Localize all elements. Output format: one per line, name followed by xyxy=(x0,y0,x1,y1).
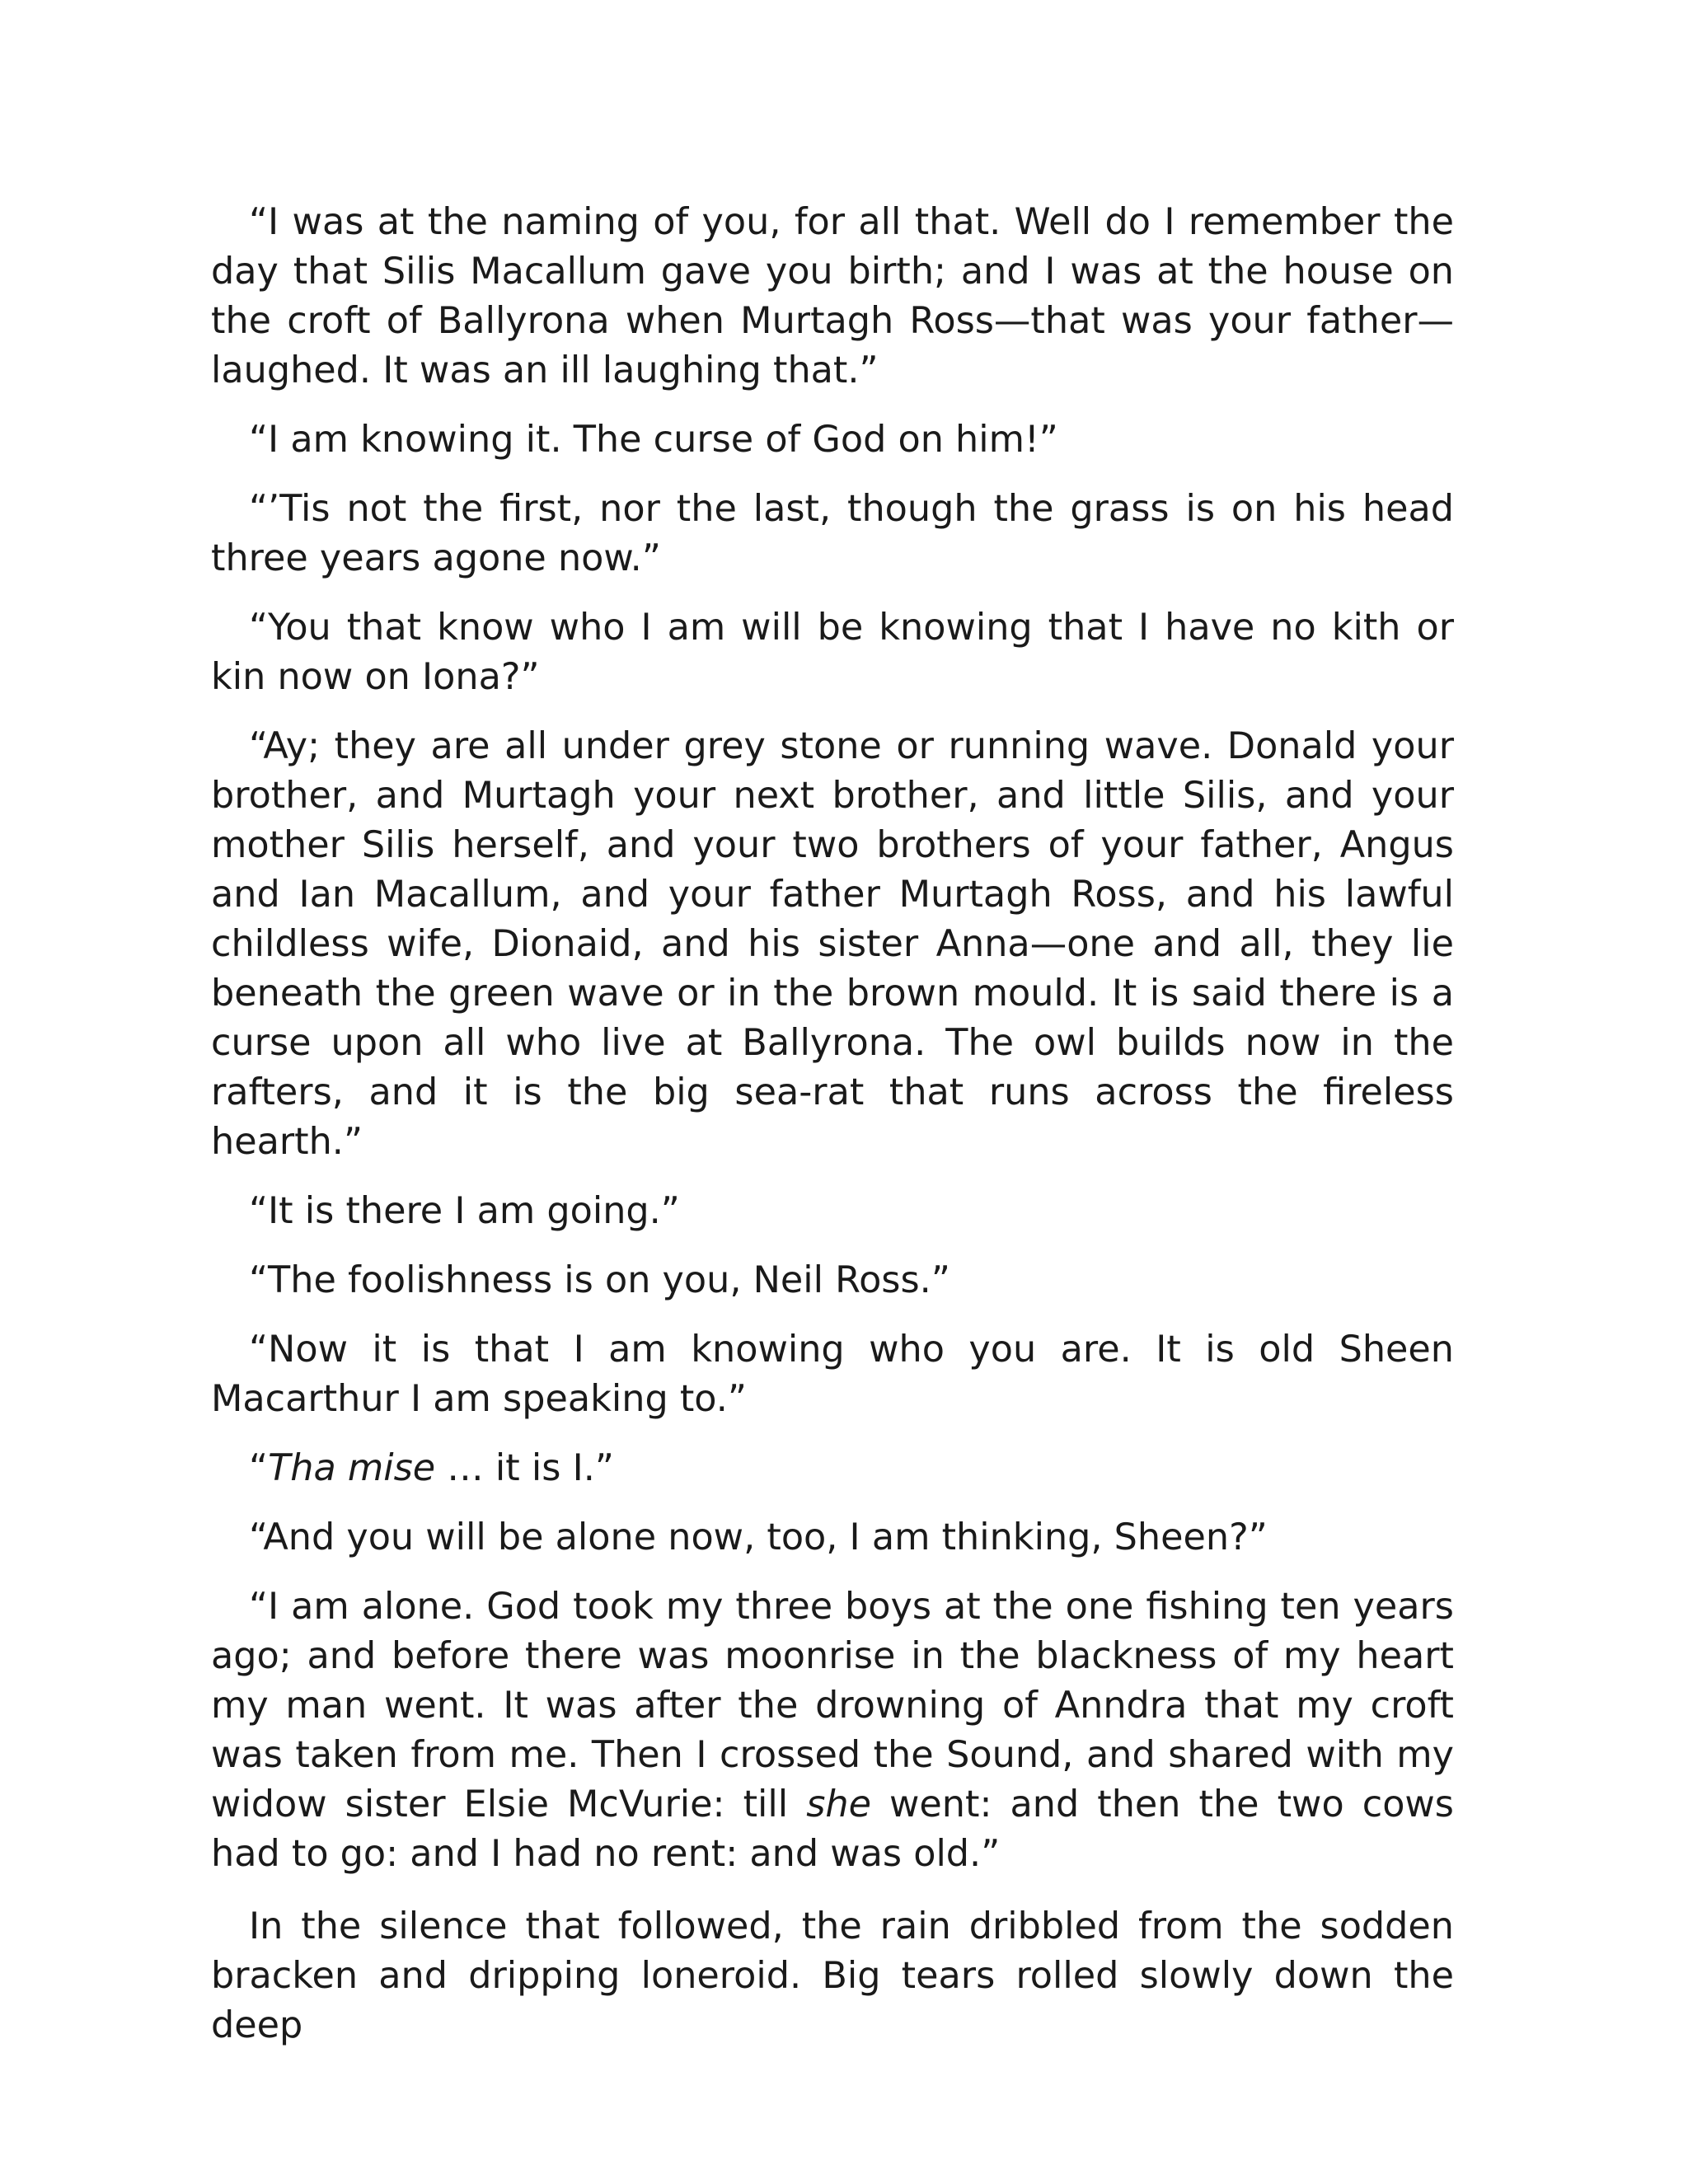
paragraph-6: “It is there I am going.” xyxy=(249,1190,680,1232)
paragraph-12: In the silence that followed, the rain dribbled from the sodden bracken and dripping loneroid. Big tears rolled slowly down the deep xyxy=(211,1905,1454,2046)
gaelic-phrase: Tha mise xyxy=(268,1447,436,1489)
paragraph-9 xyxy=(211,1444,1454,1493)
paragraph-7: “The foolishness is on you, Neil Ross.” xyxy=(249,1259,950,1301)
paragraph-8: “Now it is that I am knowing who you are. It is old Sheen Macarthur I am speaking to.” xyxy=(211,1329,1454,1420)
emphasis-she: she xyxy=(806,1783,871,1825)
page-body xyxy=(211,198,1454,2050)
paragraph-11-after: went: and then the two cows had to go: and I had no rent: and was old.” xyxy=(211,1783,1454,1875)
quote-open: “ xyxy=(249,1447,269,1489)
paragraph-11 xyxy=(211,1582,1454,1879)
paragraph-1: “I was at the naming of you, for all that. Well do I remember the day that Silis Macallum gave you birth; and I was at the house on the croft of Ballyrona when Murtagh Ross—that was your father—laughed. It was an ill laughing that.” xyxy=(211,201,1454,391)
paragraph-4: “You that know who I am will be knowing that I have no kith or kin now on Iona?” xyxy=(211,607,1454,698)
paragraph-3: “’Tis not the first, nor the last, though the grass is on his head three years agone now.” xyxy=(211,488,1454,579)
paragraph-10: “And you will be alone now, too, I am thinking, Sheen?” xyxy=(249,1516,1268,1558)
paragraph-5: “Ay; they are all under grey stone or running wave. Donald your brother, and Murtagh your next brother, and little Silis, and your mother Silis herself, and your two brothers of your father, Angus and Ian Macallum, and your father Murtagh Ross, and his lawful childless wife, Dionaid, and his sister Anna—one and all, they lie beneath the green wave or in the brown mould. It is said there is a curse upon all who live at Ballyrona. The owl builds now in the rafters, and it is the big sea-rat that runs across the fireless hearth.” xyxy=(211,725,1454,1163)
paragraph-11-before: “I am alone. God took my three boys at the one fishing ten years ago; and before there was moonrise in the blackness of my heart my man went. It was after the drowning of Anndra that my croft was taken from me. Then I crossed the Sound, and shared with my widow sister Elsie McVurie: till xyxy=(211,1586,1454,1825)
paragraph-9-rest: … it is I.” xyxy=(435,1447,614,1489)
paragraph-2: “I am knowing it. The curse of God on him!” xyxy=(249,419,1058,461)
